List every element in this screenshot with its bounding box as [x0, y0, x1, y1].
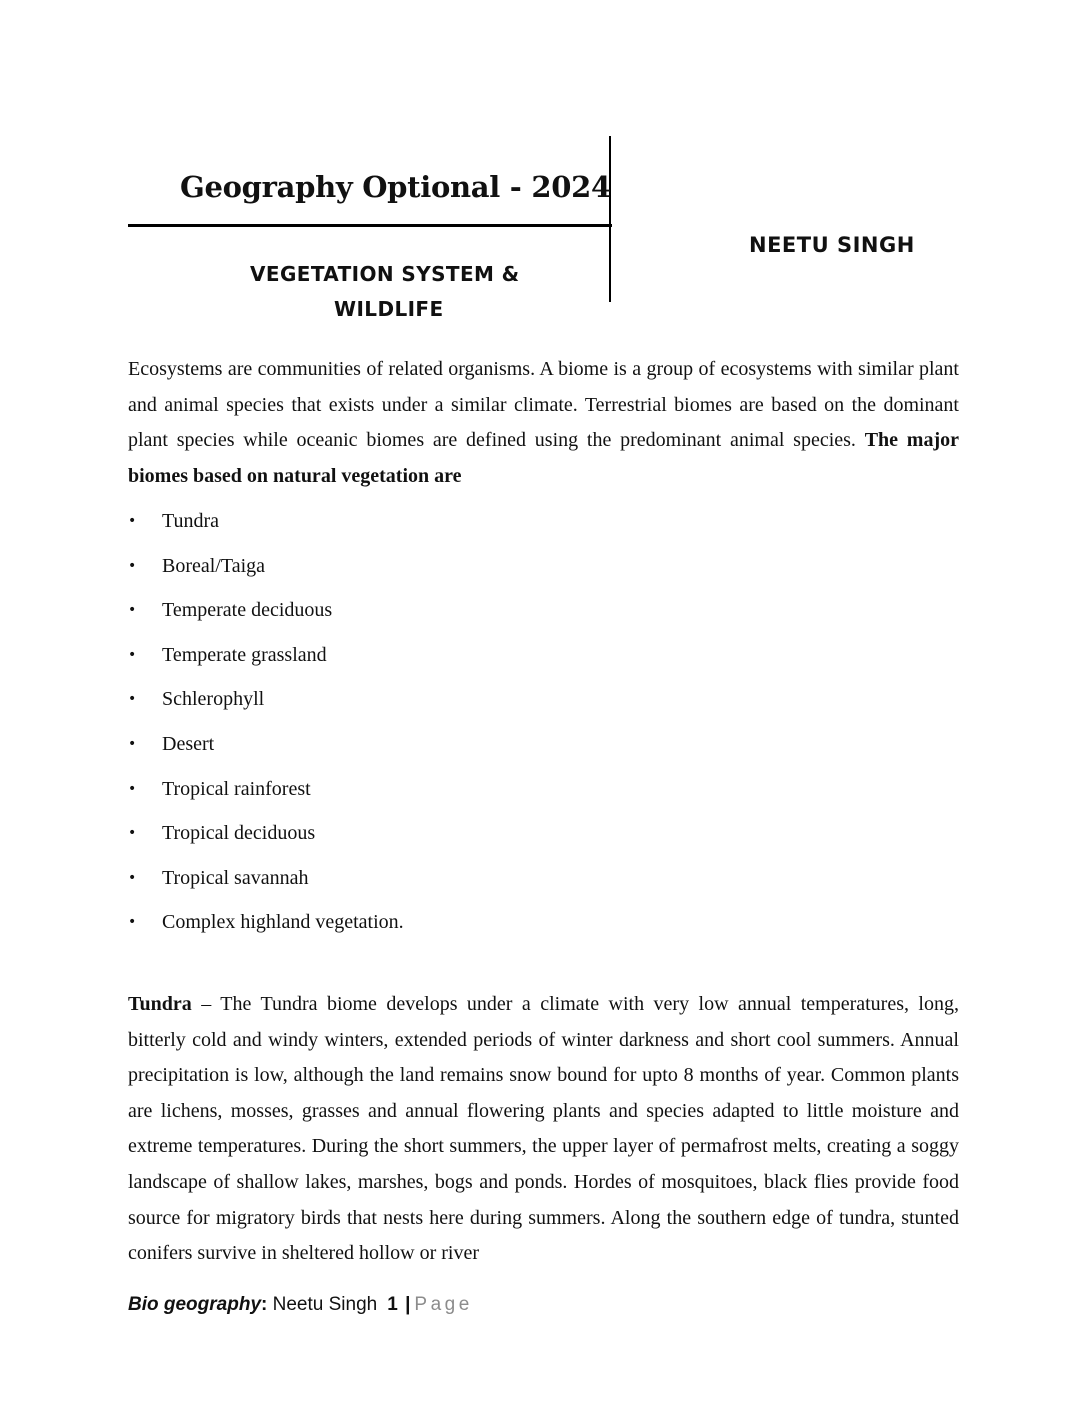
biome-label: Schlerophyll: [162, 688, 265, 711]
footer-page-number: 1: [387, 1294, 398, 1315]
bullet-icon: •: [128, 869, 137, 886]
intro-paragraph: [128, 352, 959, 494]
list-item: [128, 860, 404, 905]
list-item: [128, 815, 404, 860]
footer-page-word: Page: [414, 1294, 473, 1315]
list-item: [128, 904, 404, 949]
bullet-icon: •: [128, 513, 137, 529]
list-item: [128, 726, 404, 771]
biome-label: Tropical rainforest: [162, 777, 311, 800]
intro-bold-text: The major biomes based on natural vegetation are: [128, 429, 959, 487]
subtitle-line-2: WILDLIFE: [334, 297, 444, 321]
intro-text: Ecosystems are communities of related organisms. A biome is a group of ecosystems with similar plant and animal species that exists under a similar climate. Terrestrial biomes are based on the dominant plant species while oceanic biomes are defined using the predominant animal species.: [128, 358, 959, 452]
footer-colon: :: [261, 1294, 268, 1315]
list-item: [128, 681, 404, 726]
header-vertical-divider: [609, 136, 611, 302]
bullet-icon: •: [128, 825, 137, 842]
page-footer: [128, 1294, 473, 1316]
list-item: [128, 503, 404, 548]
bullet-icon: •: [128, 914, 137, 931]
biome-label: Temperate grassland: [162, 643, 327, 666]
document-title: Geography Optional - 2024: [180, 170, 611, 204]
biome-label: Complex highland vegetation.: [162, 911, 404, 934]
list-item: [128, 592, 404, 637]
footer-separator: |: [405, 1294, 411, 1315]
author-name: NEETU SINGH: [749, 233, 915, 257]
bullet-icon: •: [128, 602, 137, 619]
biome-label: Desert: [162, 732, 215, 755]
tundra-paragraph: [128, 987, 959, 1272]
footer-subject: Bio geography: [128, 1294, 262, 1315]
biome-list: [128, 503, 404, 949]
biome-label: Boreal/Taiga: [162, 554, 265, 577]
list-item: [128, 637, 404, 682]
tundra-heading: Tundra: [128, 993, 192, 1015]
list-item: [128, 548, 404, 593]
bullet-icon: •: [128, 557, 137, 574]
list-item: [128, 771, 404, 816]
tundra-text: – The Tundra biome develops under a climate with very low annual temperatures, long, bitterly cold and windy winters, extended periods of winter darkness and short cool summers. Annual precipitation is low, although the land remains snow bound for upto 8 months of year. Common plants are lichens, mosses, grasses and annual flowering plants and species adapted to little moisture and extreme temperatures. During the short summers, the upper layer of permafrost melts, creating a soggy landscape of shallow lakes, marshes, bogs and ponds. Hordes of mosquitoes, black flies provide food source for migratory birds that nests here during summers. Along the southern edge of tundra, stunted conifers survive in sheltered hollow or river: [128, 993, 959, 1265]
bullet-icon: •: [128, 646, 137, 663]
subtitle-line-1: VEGETATION SYSTEM &: [250, 262, 520, 286]
biome-label: Tundra: [162, 510, 220, 532]
biome-label: Tropical deciduous: [162, 822, 316, 845]
biome-label: Temperate deciduous: [162, 599, 333, 622]
bullet-icon: •: [128, 780, 137, 797]
title-underline-rule: [128, 224, 612, 227]
bullet-icon: •: [128, 735, 137, 752]
document-subtitle: [250, 257, 590, 327]
footer-author: Neetu Singh: [267, 1294, 378, 1315]
biome-label: Tropical savannah: [162, 866, 309, 889]
bullet-icon: •: [128, 691, 137, 708]
